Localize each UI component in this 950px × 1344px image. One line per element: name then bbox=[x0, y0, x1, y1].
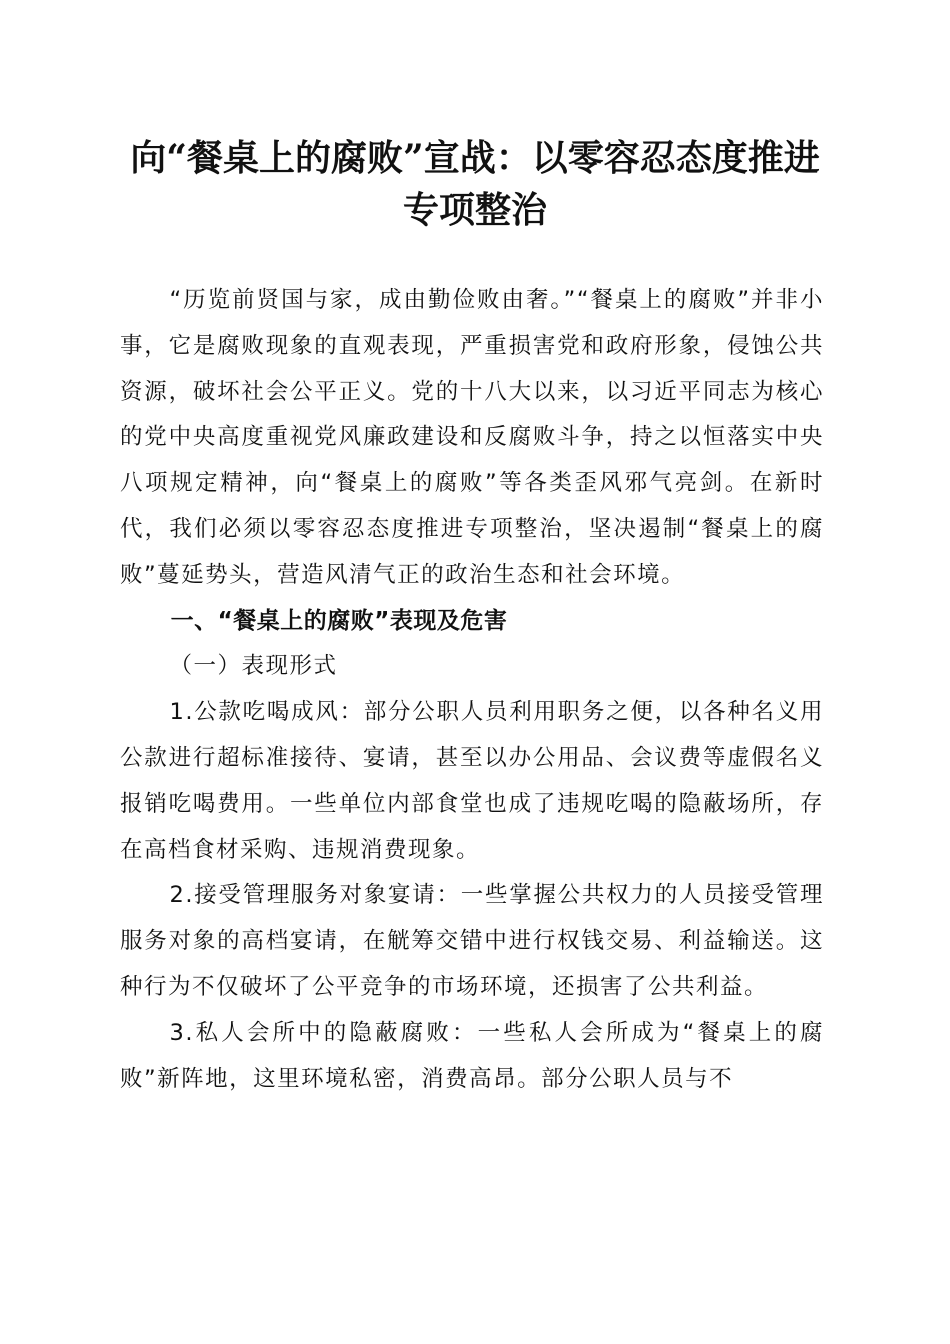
item-paragraph-3: 3.私人会所中的隐蔽腐败：一些私人会所成为“餐桌上的腐败”新阵地，这里环境私密，消费高昂。部分公职人员与不 bbox=[120, 1019, 824, 1092]
document-body bbox=[120, 278, 824, 1102]
section-heading: 一、“餐桌上的腐败”表现及危害 bbox=[170, 607, 508, 634]
item-paragraph-1: 1.公款吃喝成风：部分公职人员利用职务之便，以各种名义用公款进行超标准接待、宴请，甚至以办公用品、会议费等虚假名义报销吃喝费用。一些单位内部食堂也成了违规吃喝的隐蔽场所，存在高档食材采购、违规消费现象。 bbox=[120, 699, 824, 863]
document-title bbox=[100, 132, 850, 236]
item-paragraph-2: 2.接受管理服务对象宴请：一些掌握公共权力的人员接受管理服务对象的高档宴请，在觥筹交错中进行权钱交易、利益输送。这种行为不仅破坏了公平竞争的市场环境，还损害了公共利益。 bbox=[120, 882, 824, 1000]
subsection-heading: （一）表现形式 bbox=[169, 653, 338, 680]
intro-paragraph: “历览前贤国与家，成由勤俭败由奢。”“餐桌上的腐败”并非小事，它是腐败现象的直观表现，严重损害党和政府形象，侵蚀公共资源，破坏社会公平正义。党的十八大以来，以习近平同志为核心的党中央高度重视党风廉政建设和反腐败斗争，持之以恒落实中央八项规定精神，向“餐桌上的腐败”等各类歪风邪气亮剑。在新时代，我们必须以零容忍态度推进专项整治，坚决遏制“餐桌上的腐败”蔓延势头，营造风清气正的政治生态和社会环境。 bbox=[120, 287, 824, 588]
title-line-2: 专项整治 bbox=[402, 189, 547, 231]
title-line-1: 向“餐桌上的腐败”宣战：以零容忍态度推进 bbox=[130, 137, 820, 179]
